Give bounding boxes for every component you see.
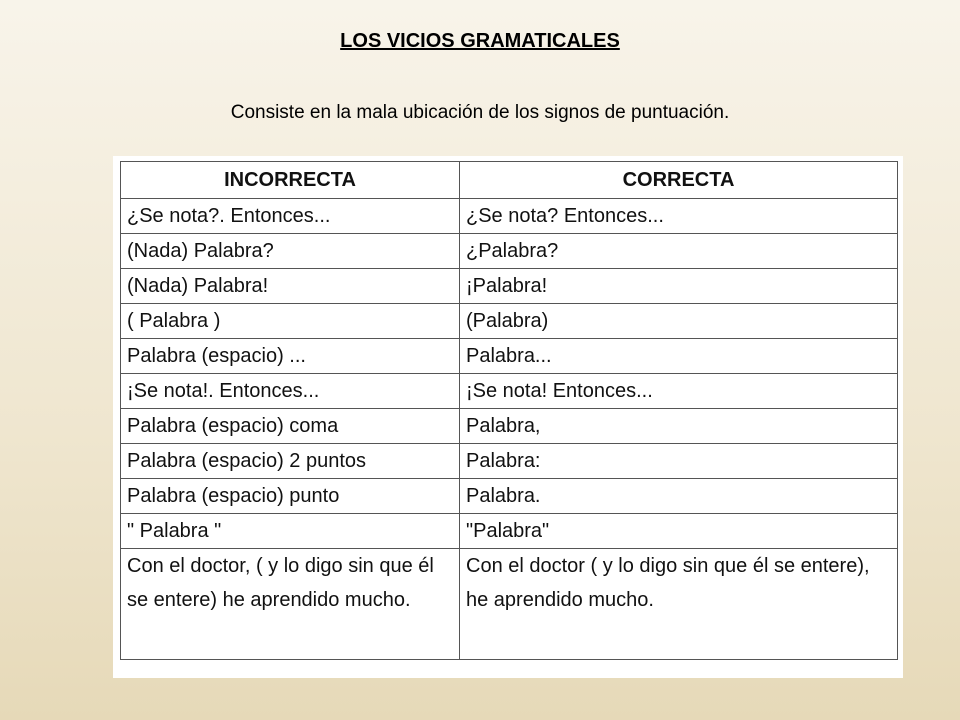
cell-correct: Palabra... xyxy=(460,339,898,374)
table-header-row xyxy=(121,162,898,199)
table-row xyxy=(121,339,898,374)
table-row xyxy=(121,199,898,234)
table-row xyxy=(121,549,898,660)
table-row xyxy=(121,444,898,479)
header-incorrecta: INCORRECTA xyxy=(121,162,460,199)
cell-correct: Palabra, xyxy=(460,409,898,444)
cell-incorrect: (Nada) Palabra! xyxy=(121,269,460,304)
table-row xyxy=(121,269,898,304)
cell-correct: "Palabra" xyxy=(460,514,898,549)
cell-incorrect: " Palabra " xyxy=(121,514,460,549)
cell-incorrect: Palabra (espacio) ... xyxy=(121,339,460,374)
cell-incorrect: ¿Se nota?. Entonces... xyxy=(121,199,460,234)
table-row xyxy=(121,514,898,549)
table-row xyxy=(121,234,898,269)
cell-correct: Palabra. xyxy=(460,479,898,514)
header-correcta: CORRECTA xyxy=(460,162,898,199)
cell-correct: ¡Se nota! Entonces... xyxy=(460,374,898,409)
cell-correct: ¿Se nota? Entonces... xyxy=(460,199,898,234)
cell-incorrect: Palabra (espacio) 2 puntos xyxy=(121,444,460,479)
page-subtitle: Consiste en la mala ubicación de los signos de puntuación. xyxy=(230,102,730,123)
cell-incorrect: (Nada) Palabra? xyxy=(121,234,460,269)
cell-correct: Con el doctor ( y lo digo sin que él se entere), he aprendido mucho. xyxy=(460,549,898,660)
table-frame xyxy=(113,156,903,678)
punctuation-table xyxy=(120,161,898,660)
table-row xyxy=(121,374,898,409)
table-row xyxy=(121,479,898,514)
cell-incorrect: ( Palabra ) xyxy=(121,304,460,339)
cell-incorrect: Palabra (espacio) punto xyxy=(121,479,460,514)
cell-correct: ¿Palabra? xyxy=(460,234,898,269)
cell-incorrect: Palabra (espacio) coma xyxy=(121,409,460,444)
cell-correct: ¡Palabra! xyxy=(460,269,898,304)
cell-correct: (Palabra) xyxy=(460,304,898,339)
cell-incorrect: ¡Se nota!. Entonces... xyxy=(121,374,460,409)
page-title: LOS VICIOS GRAMATICALES xyxy=(340,30,620,52)
table-row xyxy=(121,304,898,339)
table-row xyxy=(121,409,898,444)
cell-correct: Palabra: xyxy=(460,444,898,479)
cell-incorrect: Con el doctor, ( y lo digo sin que él se entere) he aprendido mucho. xyxy=(121,549,460,660)
